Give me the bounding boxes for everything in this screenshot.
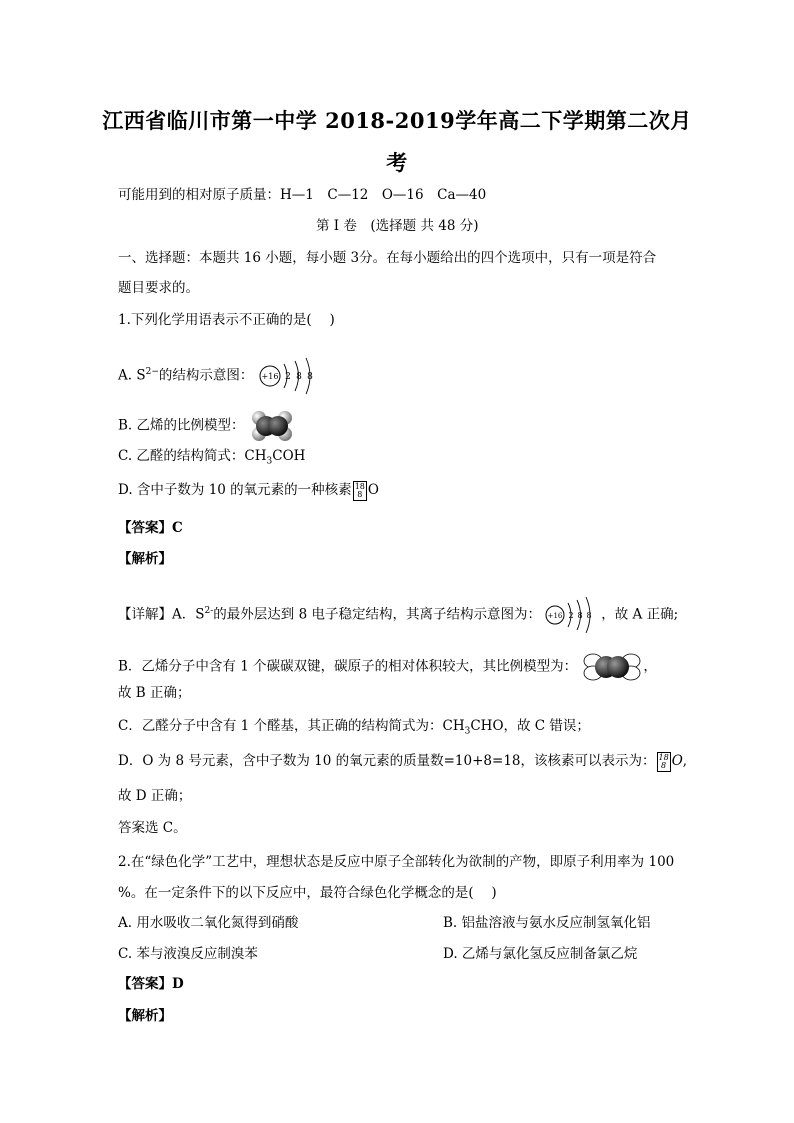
sulfide-ion-structure-diagram-detail — [545, 596, 601, 634]
q1-detail-a-prefix: 【详解】A．S — [118, 606, 205, 623]
q1-option-d-text: D. 含中子数为 10 的氧元素的一种核素 — [118, 482, 352, 498]
q1-stem: 1.下列化学用语表示不正确的是( ) — [118, 312, 335, 328]
q1-detail-b2: 故 B 正确； — [118, 685, 191, 701]
q1-analysis-label: 【解析】 — [118, 551, 172, 567]
ethylene-space-filling-model-icon — [249, 408, 295, 444]
q2-answer: 【答案】D — [118, 976, 184, 992]
ion-nucleus-label-detail: +16 — [547, 612, 563, 620]
ion-shell-3: 8 — [306, 372, 313, 382]
ion-shell-1-detail: 2 — [568, 611, 574, 620]
nuclide-box-detail — [657, 752, 671, 772]
q1-option-a-prefix: A. S — [118, 367, 146, 384]
q1-option-a-text: 的结构示意图： — [158, 367, 254, 384]
ion-shell-1: 2 — [284, 372, 291, 382]
q2-analysis-label: 【解析】 — [118, 1008, 172, 1024]
q1-detail-c — [118, 716, 590, 742]
q1-option-c — [118, 446, 305, 472]
q1-option-c-sub: 3 — [266, 456, 273, 467]
nuclide-mass: 18 — [354, 481, 365, 491]
atomic-mass-line: 可能用到的相对原子质量：H—1 C—12 O—16 Ca—40 — [118, 187, 487, 203]
q1-conclusion: 答案选 C。 — [118, 820, 187, 836]
nuclide-number-detail: 8 — [661, 760, 667, 770]
q1-detail-a-text: 的最外层达到 8 电子稳定结构，其离子结构示意图为： — [213, 606, 541, 623]
q1-detail-d-text: D．O 为 8 号元素，含中子数为 10 的氧元素的质量数=10+8=18，该核素可以表示为： — [118, 753, 656, 769]
q1-option-b — [118, 408, 295, 444]
q2-stem-line1: 2.在“绿色化学”工艺中，理想状态是反应中原子全部转化为欲制的产物，即原子利用率为 100 — [118, 854, 675, 870]
section1-instructions-line1: 一、选择题：本题共 16 小题，每小题 3分。在每小题给出的四个选项中，只有一项是符合 — [118, 250, 657, 266]
sulfide-ion-structure-diagram — [258, 356, 324, 396]
q1-detail-b-tail: ， — [643, 658, 657, 675]
q2-stem-line2: %。在一定条件下的以下反应中，最符合绿色化学概念的是( ) — [118, 885, 497, 901]
volume-header: 第 I 卷 (选择题 共 48 分) — [316, 218, 479, 234]
q1-option-d-tail: O — [367, 482, 379, 498]
q1-option-c-text: C. 乙醛的结构简式：CH — [118, 448, 267, 464]
section1-instructions-line2: 题目要求的。 — [118, 280, 199, 296]
q1-detail-c-sub: 3 — [464, 726, 471, 737]
q1-option-c-tail: COH — [272, 448, 306, 464]
document-title-line1: 江西省临川市第一中学 2018-2019学年高二下学期第二次月 — [102, 108, 692, 133]
q1-answer: 【答案】C — [118, 520, 183, 536]
nuclide-number: 8 — [357, 489, 363, 499]
q1-option-a-charge: 2− — [145, 367, 159, 377]
ion-nucleus-label: +16 — [261, 372, 279, 381]
q1-option-d — [118, 480, 379, 501]
ethylene-space-filling-model-detail-icon — [581, 650, 643, 684]
q1-option-b-text: B. 乙烯的比例模型： — [118, 417, 245, 434]
nuclide-mass-detail: 18 — [658, 752, 669, 762]
q1-detail-a-tail: ，故 A 正确; — [601, 606, 679, 623]
q1-detail-b — [118, 650, 657, 684]
q2-option-b: B. 铝盐溶液与氨水反应制氢氧化铝 — [443, 915, 651, 931]
nuclide-symbol-detail: O — [671, 753, 683, 769]
q2-option-a: A. 用水吸收二氧化氮得到硝酸 — [118, 915, 299, 931]
ion-shell-2: 8 — [295, 372, 302, 382]
q1-detail-b-text: B．乙烯分子中含有 1 个碳碳双键，碳原子的相对体积较大，其比例模型为： — [118, 658, 578, 675]
document-title-line2: 考 — [386, 150, 408, 175]
nuclide-box — [353, 481, 367, 501]
q1-detail-d2: 故 D 正确； — [118, 788, 192, 804]
ion-shell-3-detail: 8 — [586, 611, 592, 620]
q1-detail-a — [118, 596, 678, 634]
q1-detail-d — [118, 751, 687, 772]
q1-detail-c-tail: CHO，故 C 错误； — [470, 718, 590, 734]
q2-option-c: C. 苯与液溴反应制溴苯 — [118, 946, 258, 962]
q1-detail-d-tail: , — [682, 753, 688, 769]
q1-detail-c-prefix: C．乙醛分子中含有 1 个醛基，其正确的结构简式为：CH — [118, 718, 465, 734]
q1-option-a — [118, 356, 324, 396]
ion-shell-2-detail: 8 — [577, 611, 583, 620]
q2-option-d: D. 乙烯与氯化氢反应制备氯乙烷 — [443, 946, 638, 962]
q1-detail-a-charge: 2- — [204, 606, 214, 616]
